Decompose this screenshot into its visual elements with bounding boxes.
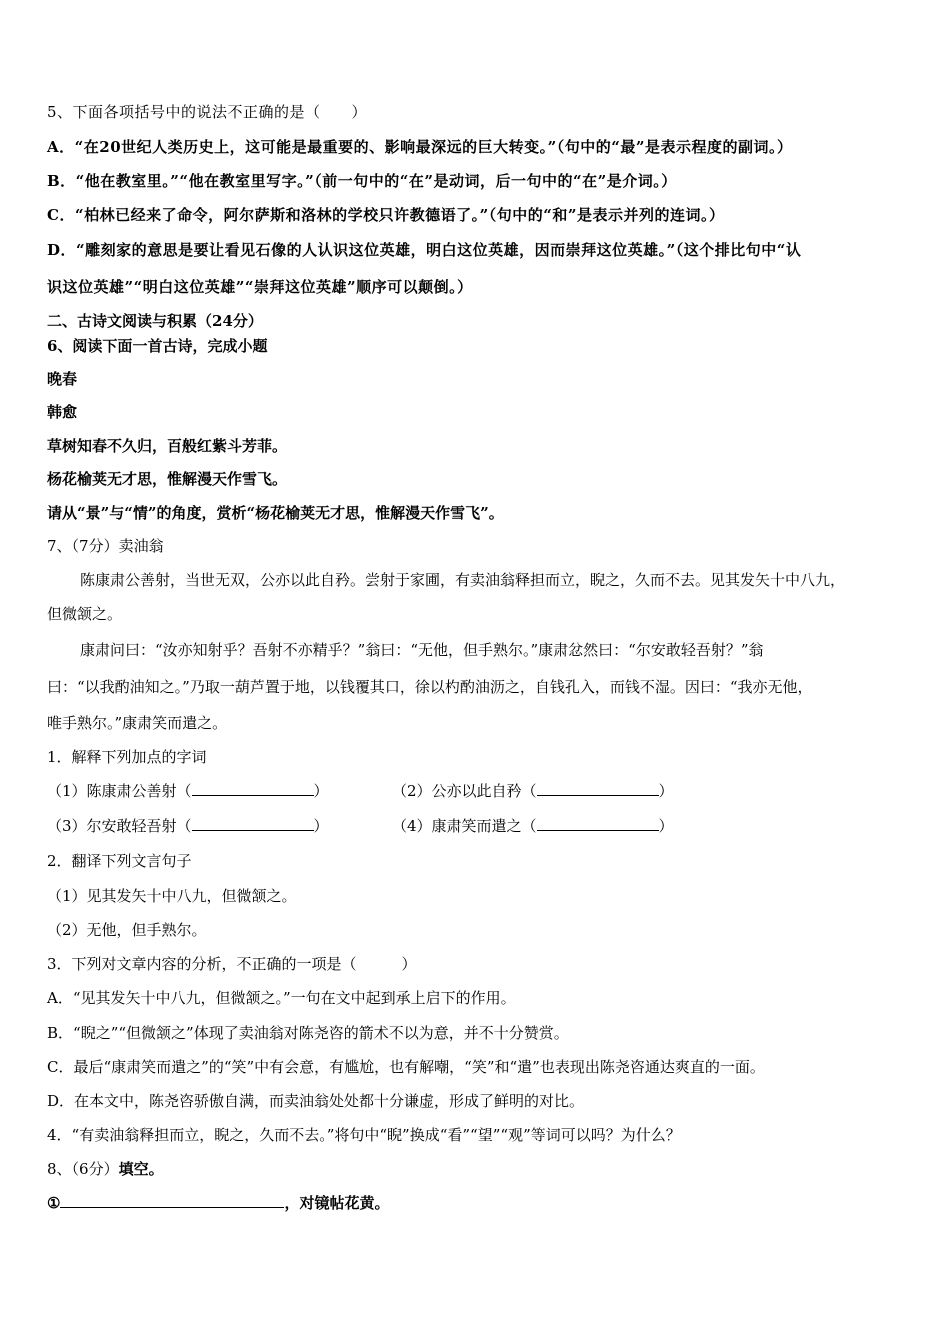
close-paren: ） xyxy=(658,817,674,835)
sub3-option-d: D．在本文中，陈尧咨骄傲自满，而卖油翁处处都十分谦虚，形成了鲜明的对比。 xyxy=(47,1092,585,1110)
passage-p1-line1: 陈康肃公善射，当世无双，公亦以此自矜。尝射于家圃，有卖油翁释担而立，睨之，久而不去。见其发矢十中八九， xyxy=(80,571,846,589)
sub3-option-a: A．“见其发矢十中八九，但微颔之。”一句在文中起到承上启下的作用。 xyxy=(47,989,516,1007)
q8-stem-bold: 填空。 xyxy=(118,1160,164,1178)
sub3-option-c: C．最后“康肃笑而遣之”的“笑”中有会意，有尴尬，也有解嘲，“笑”和“遣”也表现出陈尧咨通达爽直的一面。 xyxy=(47,1058,765,1076)
q5-option-d-line2: 识这位英雄”“明白这位英雄”“崇拜这位英雄”顺序可以颠倒。） xyxy=(47,278,473,296)
sub1-item-3 xyxy=(47,816,329,836)
sub2-item-2: （2）无他，但手熟尔。 xyxy=(47,921,207,939)
sub1-item-4-text: （4）康肃笑而遣之（ xyxy=(392,817,537,835)
q7-sub1-stem: 1．解释下列加点的字词 xyxy=(47,748,207,766)
sub1-item-1-text: （1）陈康肃公善射（ xyxy=(47,782,192,800)
q5-option-c: C．“柏林已经来了命令，阿尔萨斯和洛林的学校只许教德语了。”（句中的“和”是表示并列的连词。） xyxy=(47,206,725,224)
poem-line-2: 杨花榆荚无才思，惟解漫天作雪飞。 xyxy=(47,470,288,488)
q8-stem-prefix: 8、（6分） xyxy=(47,1160,119,1178)
close-paren: ） xyxy=(313,782,329,800)
passage-p1-line2: 但微颔之。 xyxy=(47,605,123,623)
answer-blank[interactable] xyxy=(192,816,314,831)
q8-item-1-marker: ① xyxy=(47,1194,61,1212)
passage-p2-line2: 曰：“以我酌油知之。”乃取一葫芦置于地，以钱覆其口，徐以杓酌油沥之，自钱孔入，而钱不湿。因曰：“我亦无他， xyxy=(47,678,813,696)
close-paren: ） xyxy=(658,782,674,800)
q7-stem: 7、（7分）卖油翁 xyxy=(47,537,164,555)
q5-option-b: B．“他在教室里。”“他在教室里写字。”（前一句中的“在”是动词，后一句中的“在”是介词。） xyxy=(47,172,677,190)
sub1-item-2-text: （2）公亦以此自矜（ xyxy=(392,782,537,800)
sub1-item-2 xyxy=(392,781,674,801)
q5-stem: 5、下面各项括号中的说法不正确的是（ ） xyxy=(47,103,368,121)
sub1-item-4 xyxy=(392,816,674,836)
answer-blank[interactable] xyxy=(192,781,314,796)
sub1-item-3-text: （3）尔安敢轻吾射（ xyxy=(47,817,192,835)
q7-sub4: 4．“有卖油翁释担而立，睨之，久而不去。”将句中“睨”换成“看”“望”“观”等词可以吗？为什么？ xyxy=(47,1126,681,1144)
poem-line-1: 草树知春不久归，百般红紫斗芳菲。 xyxy=(47,437,288,455)
section-2-heading: 二、古诗文阅读与积累（24分） xyxy=(47,312,263,330)
q8-stem xyxy=(47,1159,910,1179)
close-paren: ） xyxy=(313,817,329,835)
q5-option-a: A．“在20世纪人类历史上，这可能是最重要的、影响最深远的巨大转变。”（句中的“最”是表示程度的副词。） xyxy=(47,138,793,156)
q7-sub2-stem: 2．翻译下列文言句子 xyxy=(47,852,192,870)
answer-blank[interactable] xyxy=(537,781,659,796)
q6-question: 请从“景”与“情”的角度，赏析“杨花榆荚无才思，惟解漫天作雪飞”。 xyxy=(47,504,504,522)
q7-sub3-stem: 3．下列对文章内容的分析，不正确的一项是（ ） xyxy=(47,955,417,973)
answer-blank[interactable] xyxy=(537,816,659,831)
poem-title: 晚春 xyxy=(47,370,78,388)
q6-stem: 6、阅读下面一首古诗，完成小题 xyxy=(47,337,268,355)
q5-option-d-line1: D．“雕刻家的意思是要让看见石像的人认识这位英雄，明白这位英雄，因而崇拜这位英雄。”（这个排比句中“认 xyxy=(47,241,802,259)
q8-item-1-text: ，对镜帖花黄。 xyxy=(284,1194,390,1212)
q8-item-1 xyxy=(47,1193,910,1213)
passage-p2-line1: 康肃问曰：“汝亦知射乎？吾射不亦精乎？”翁曰：“无他，但手熟尔。”康肃忿然曰：“尔安敢轻吾射？”翁 xyxy=(80,641,764,659)
sub1-item-1 xyxy=(47,781,329,801)
sub2-item-1: （1）见其发矢十中八九，但微颔之。 xyxy=(47,887,297,905)
sub3-option-b: B．“睨之”“但微颔之”体现了卖油翁对陈尧咨的箭术不以为意，并不十分赞赏。 xyxy=(47,1024,569,1042)
poem-author: 韩愈 xyxy=(47,403,78,421)
answer-blank[interactable] xyxy=(60,1193,284,1208)
passage-p2-line3: 唯手熟尔。”康肃笑而遣之。 xyxy=(47,714,228,732)
